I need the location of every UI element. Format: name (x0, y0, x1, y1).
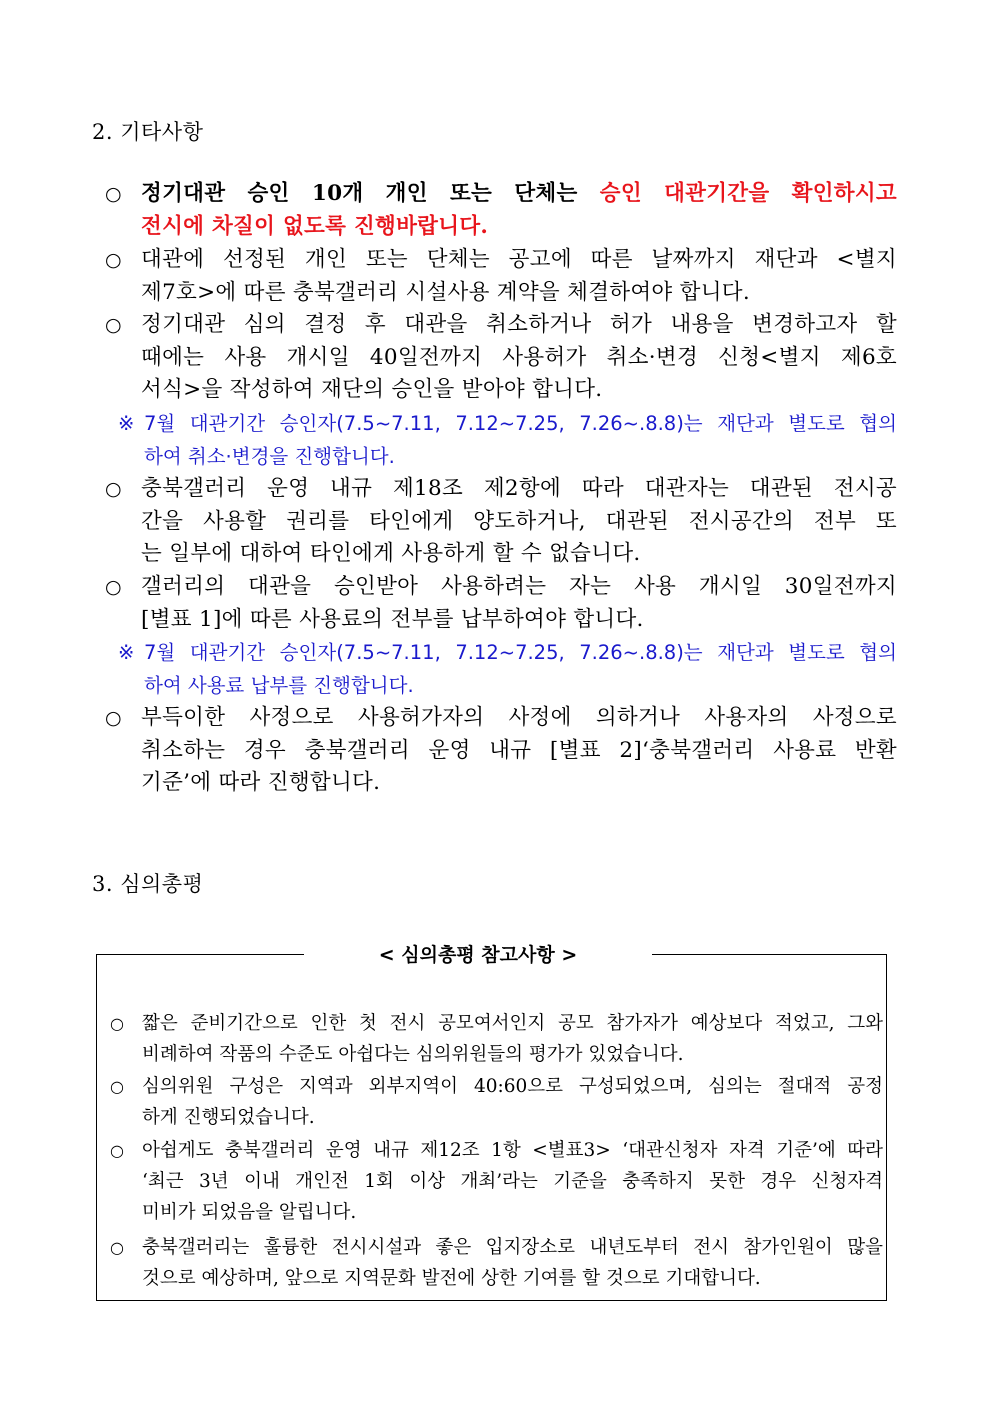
box-item-outlook (110, 1232, 883, 1294)
box-line: 미비가 되었음을 알립니다. (142, 1202, 357, 1223)
paragraph-line: 대관에 선정된 개인 또는 단체는 공고에 따른 날짜까지 재단과 <별지 (141, 247, 897, 272)
paragraph-line: 때에는 사용 개시일 40일전까지 사용허가 취소·변경 신청<별지 제6호 (141, 344, 897, 370)
bullet-circle-icon: ○ (110, 1238, 124, 1257)
paragraph-line: 는 일부에 대하여 타인에게 사용하게 할 수 없습니다. (141, 541, 641, 566)
box-line: ‘최근 3년 이내 개인전 1회 이상 개최’라는 기준을 충족하지 못한 경우 신청자격 (142, 1171, 883, 1192)
paragraph-line: [별표 1]에 따른 사용료의 전부를 납부하여야 합니다. (141, 606, 644, 632)
divider (96, 954, 304, 955)
paragraph-transfer-rights (105, 473, 897, 571)
paragraph-line (141, 178, 897, 211)
paragraph-line: 기준’에 따라 진행합니다. (141, 770, 381, 795)
note-line: 하여 취소·변경을 진행합니다. (144, 444, 395, 468)
paragraph-line: 취소하는 경우 충북갤러리 운영 내규 [별표 2]‘충북갤러리 사용료 반환 (141, 737, 897, 763)
paragraph-line: 충북갤러리 운영 내규 제18조 제2항에 따라 대관자는 대관된 전시공 (141, 476, 897, 501)
divider (652, 954, 886, 955)
section-2-title: 2. 기타사항 (92, 120, 204, 144)
paragraph-regular-rental-approval (105, 178, 897, 243)
bullet-circle-icon: ○ (105, 314, 122, 336)
note-fee-july (118, 637, 897, 702)
reference-mark-icon: ※ (118, 412, 135, 435)
bullet-circle-icon: ○ (105, 183, 122, 205)
bullet-circle-icon: ○ (110, 1014, 124, 1033)
box-line: 아쉽게도 충북갤러리 운영 내규 제12조 1항 <별표3> ‘대관신청자 자격 기준’에 따라 (142, 1140, 883, 1161)
box-line: 비례하여 작품의 수준도 아쉽다는 심의위원들의 평가가 있었습니다. (142, 1044, 684, 1065)
paragraph-line: 부득이한 사정으로 사용허가자의 사정에 의하거나 사용자의 사정으로 (141, 705, 897, 730)
box-line: 하게 진행되었습니다. (142, 1107, 315, 1128)
bullet-circle-icon: ○ (110, 1141, 124, 1160)
box-line: 것으로 예상하며, 앞으로 지역문화 발전에 상한 기여를 할 것으로 기대합니다. (142, 1268, 761, 1289)
bold-text: 정기대관 승인 10개 개인 또는 단체는 (141, 181, 600, 206)
box-item-participants (110, 1008, 883, 1070)
paragraph-line: 제7호>에 따른 충북갤러리 시설사용 계약을 체결하여야 합니다. (141, 279, 750, 305)
bullet-circle-icon: ○ (110, 1077, 124, 1096)
box-title: < 심의총평 참고사항 > (378, 944, 578, 966)
note-line: 하여 사용료 납부를 진행합니다. (144, 673, 414, 697)
box-line: 짧은 준비기간으로 인한 첫 전시 공모여서인지 공모 참가자가 예상보다 적었고, 그와 (142, 1013, 883, 1034)
paragraph-line: 간을 사용할 권리를 타인에게 양도하거나, 대관된 전시공간의 전부 또 (141, 508, 897, 534)
box-line: 심의위원 구성은 지역과 외부지역이 40:60으로 구성되었으며, 심의는 절대적 공정 (142, 1076, 883, 1097)
paragraph-fee-payment (105, 571, 897, 636)
box-item-committee (110, 1071, 883, 1133)
paragraph-contract (105, 244, 897, 309)
note-cancellation-july (118, 408, 897, 473)
paragraph-line: 정기대관 심의 결정 후 대관을 취소하거나 허가 내용을 변경하고자 할 (141, 312, 897, 337)
box-item-qualification (110, 1135, 883, 1228)
paragraph-cancellation (105, 309, 897, 407)
bullet-circle-icon: ○ (105, 707, 122, 729)
note-line: 7월 대관기간 승인자(7.5~7.11, 7.12~7.25, 7.26~.8.8)는 재단과 별도로 협의 (144, 412, 897, 435)
bullet-circle-icon: ○ (105, 478, 122, 500)
reference-mark-icon: ※ (118, 641, 135, 664)
red-highlight-text: 전시에 차질이 없도록 진행바랍니다. (141, 213, 489, 239)
paragraph-line: 갤러리의 대관을 승인받아 사용하려는 자는 사용 개시일 30일전까지 (141, 574, 897, 599)
section-3-title: 3. 심의총평 (92, 872, 204, 896)
red-highlight-text: 승인 대관기간을 확인하시고 (599, 181, 897, 206)
paragraph-refund (105, 702, 897, 800)
bullet-circle-icon: ○ (105, 249, 122, 271)
bullet-circle-icon: ○ (105, 576, 122, 598)
paragraph-line: 서식>을 작성하여 재단의 승인을 받아야 합니다. (141, 377, 603, 402)
note-line: 7월 대관기간 승인자(7.5~7.11, 7.12~7.25, 7.26~.8.8)는 재단과 별도로 협의 (144, 641, 897, 664)
box-line: 충북갤러리는 훌륭한 전시시설과 좋은 입지장소로 내년도부터 전시 참가인원이 많을 (142, 1237, 883, 1258)
